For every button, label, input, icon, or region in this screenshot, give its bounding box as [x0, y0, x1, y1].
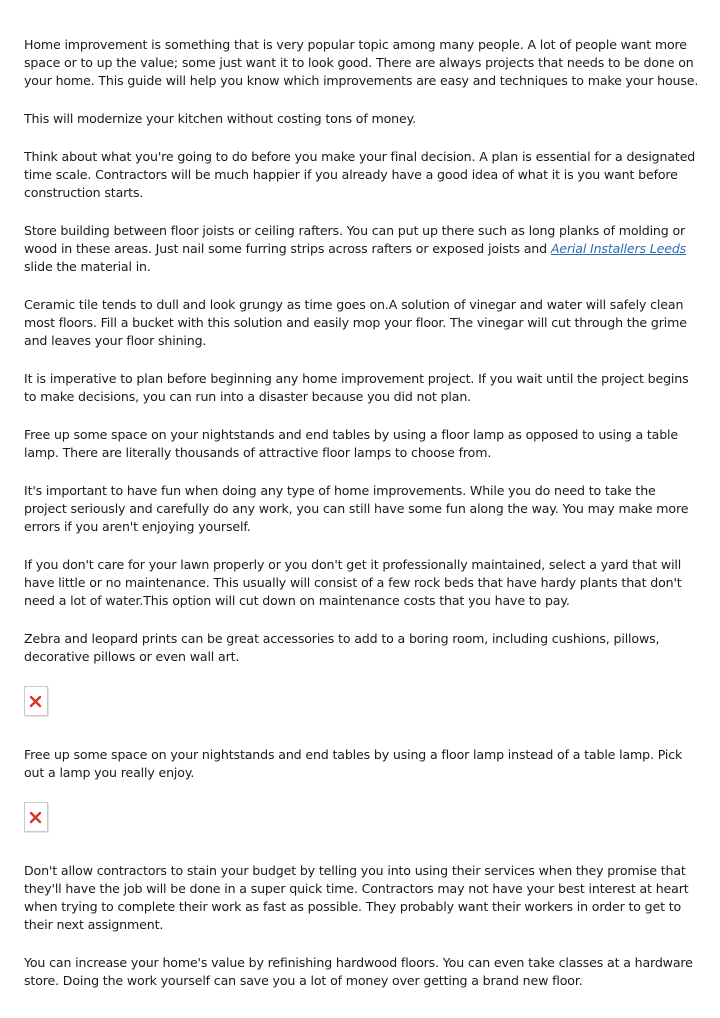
broken-image-icon	[24, 802, 48, 832]
paragraph-planning: It is imperative to plan before beginning any home improvement project. If you wait until the project begins to make decisions, you can run into a disaster because you did not plan.	[24, 371, 689, 404]
paragraph-kitchen: This will modernize your kitchen without costing tons of money.	[24, 111, 416, 126]
paragraph-prints: Zebra and leopard prints can be great accessories to add to a boring room, including cushions, pillows, decorative pillows or even wall art.	[24, 631, 660, 664]
paragraph-storage	[24, 222, 700, 276]
paragraph-contractors: Don't allow contractors to stain your budget by telling you into using their services when they promise that they'll have the job will be done in a super quick time. Contractors may not have your best interest at heart when trying to complete their work as fast as possible. They probably want their workers in order to get to their next assignment.	[24, 863, 689, 932]
paragraph-hardwood: You can increase your home's value by refinishing hardwood floors. You can even take classes at a hardware store. Doing the work yourself can save you a lot of money over getting a brand new floor.	[24, 955, 693, 988]
article-body	[24, 36, 700, 1010]
paragraph-storage-before: Store building between floor joists or ceiling rafters. You can put up there such as long planks of molding or wood in these areas. Just nail some furring strips across rafters or exposed joists and	[24, 223, 686, 256]
paragraph-storage-after: slide the material in.	[24, 259, 151, 274]
broken-image-x-icon	[29, 695, 42, 708]
paragraph-floor-lamp-2: Free up some space on your nightstands and end tables by using a floor lamp instead of a table lamp. Pick out a lamp you really enjoy.	[24, 747, 683, 780]
paragraph-lawn: If you don't care for your lawn properly or you don't get it professionally maintained, select a yard that will have little or no maintenance. This usually will consist of a few rock beds that have hardy plants that don't need a lot of water.This option will cut down on maintenance costs that you have to pay.	[24, 557, 682, 608]
broken-image-icon	[24, 686, 48, 716]
broken-image-x-icon	[29, 811, 42, 824]
paragraph-fun: It's important to have fun when doing any type of home improvements. While you do need to take the project seriously and carefully do any work, you can still have some fun along the way. You may make more errors if you aren't enjoying yourself.	[24, 483, 689, 534]
paragraph-intro: Home improvement is something that is very popular topic among many people. A lot of people want more space or to up the value; some just want it to look good. There are always projects that needs to be done on your home. This guide will help you know which improvements are easy and techniques to make your house.	[24, 37, 699, 88]
aerial-installers-link[interactable]: Aerial Installers Leeds	[550, 241, 687, 256]
paragraph-ceramic-tile: Ceramic tile tends to dull and look grungy as time goes on.A solution of vinegar and water will safely clean most floors. Fill a bucket with this solution and easily mop your floor. The vinegar will cut through the grime and leaves your floor shining.	[24, 297, 687, 348]
paragraph-plan: Think about what you're going to do before you make your final decision. A plan is essential for a designated time scale. Contractors will be much happier if you already have a good idea of what it is you want before construction starts.	[24, 149, 696, 200]
paragraph-floor-lamp: Free up some space on your nightstands and end tables by using a floor lamp as opposed to using a table lamp. There are literally thousands of attractive floor lamps to choose from.	[24, 427, 679, 460]
